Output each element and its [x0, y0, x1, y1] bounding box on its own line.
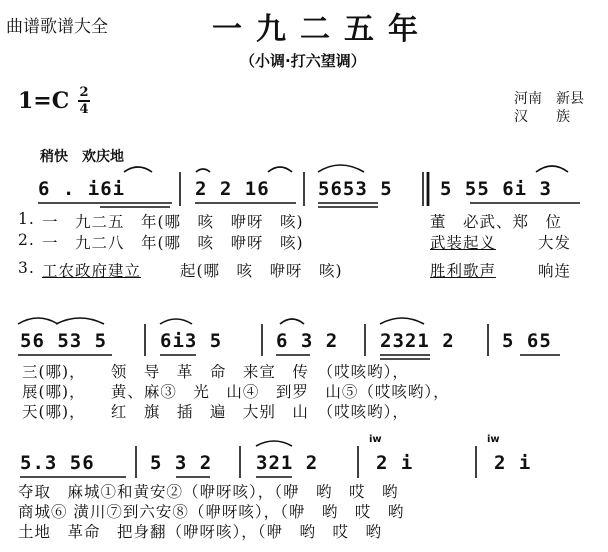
notes-s2-m2: 6i3 5 — [160, 330, 223, 352]
tie-arc — [196, 169, 210, 172]
lyrics-s1-v3-c: 胜利歌声 — [430, 262, 497, 280]
lyrics-s3-v2: 商城⑥ 潢川⑦到六安⑧（咿呀咳），（咿 哟 哎 哟 — [18, 503, 405, 521]
tie-arc — [160, 319, 192, 324]
tie-arc — [124, 167, 152, 172]
tie-arc — [318, 165, 364, 172]
notes-s2-m1: 56 53 5 — [20, 330, 108, 352]
song-subtitle: （小调·打六望调） — [240, 52, 366, 70]
verse-number: 2. — [18, 231, 35, 249]
tie-arc — [268, 167, 292, 172]
grace-note: iw — [487, 434, 500, 445]
notes-s2-m3: 6 3 2 — [276, 330, 339, 352]
time-signature-bottom: 4 — [79, 102, 89, 117]
lyrics-s3-v3: 土地 革命 把身翻（咿呀咳），（咿 哟 哎 哟 — [18, 523, 383, 541]
notes-s1-m2: 2 2 16 — [195, 178, 270, 200]
watermark-text: 曲谱歌谱大全 — [6, 17, 108, 37]
notes-s1-m3: 5653 5 — [318, 178, 393, 200]
notes-s3-m4: 2 i — [376, 452, 414, 474]
lyrics-s1-v3-b: 起(哪 咳 咿呀 咳) — [180, 262, 343, 280]
lyrics-s1-v2-b: 武装起义 — [430, 234, 497, 252]
time-signature-top: 2 — [79, 85, 89, 100]
lyrics-s1-v2-a: 一 九二八 年(哪 咳 咿呀 咳) — [42, 234, 304, 252]
notes-s2-m4: 2321 2 — [380, 330, 455, 352]
verse-number: 1. — [18, 210, 35, 228]
origin-people: 汉 族 — [514, 109, 570, 125]
notes-s1-m4: 5 55 6i 3 — [440, 178, 552, 200]
song-title: 一九二五年 — [212, 12, 432, 47]
tie-arc — [536, 166, 568, 172]
grace-note: iw — [369, 434, 382, 445]
notes-s3-m5: 2 i — [494, 452, 532, 474]
lyrics-s1-v3-d: 响连 — [538, 262, 572, 280]
lyrics-s2-v1: 三(哪)， 领 导 革 命 来宣 传 （哎咳哟）， — [22, 363, 409, 381]
lyrics-s3-v1: 夺取 麻城①和黄安②（咿呀咳），（咿 哟 哎 哟 — [18, 483, 399, 501]
tie-arc — [280, 319, 304, 324]
notes-s3-m2: 5 3 2 — [150, 452, 213, 474]
notes-s3-m3: 321 2 — [256, 452, 319, 474]
lyrics-s2-v3: 天(哪)， 红 旗 插 遍 大别 山 （哎咳哟）， — [22, 403, 409, 421]
notes-s2-m5: 5 65 — [502, 330, 552, 352]
lyrics-s1-v2-c: 大发 — [538, 234, 572, 252]
origin-region: 河南 新县 — [514, 91, 584, 107]
tempo-marking: 稍快 欢庆地 — [40, 149, 124, 165]
lyrics-s1-v3-a: 工农政府建立 — [42, 262, 142, 280]
verse-number: 3. — [18, 259, 35, 277]
lyrics-s2-v2: 展(哪)， 黄、麻③ 光 山④ 到罗 山⑤（哎咳哟）， — [22, 383, 450, 401]
tie-arc — [380, 318, 424, 324]
key-signature: 1=C — [18, 88, 70, 114]
notes-s3-m1: 5.3 56 — [20, 452, 95, 474]
tie-arc — [56, 318, 104, 324]
lyrics-s1-v1-a: 一 九二五 年(哪 咳 咿呀 咳) — [42, 213, 304, 231]
tie-arc — [18, 318, 58, 324]
tie-arc — [256, 441, 292, 446]
notes-s1-m1: 6 . i6i — [38, 178, 126, 200]
lyrics-s1-v1-b: 董 必武、郑 位 — [430, 213, 563, 231]
